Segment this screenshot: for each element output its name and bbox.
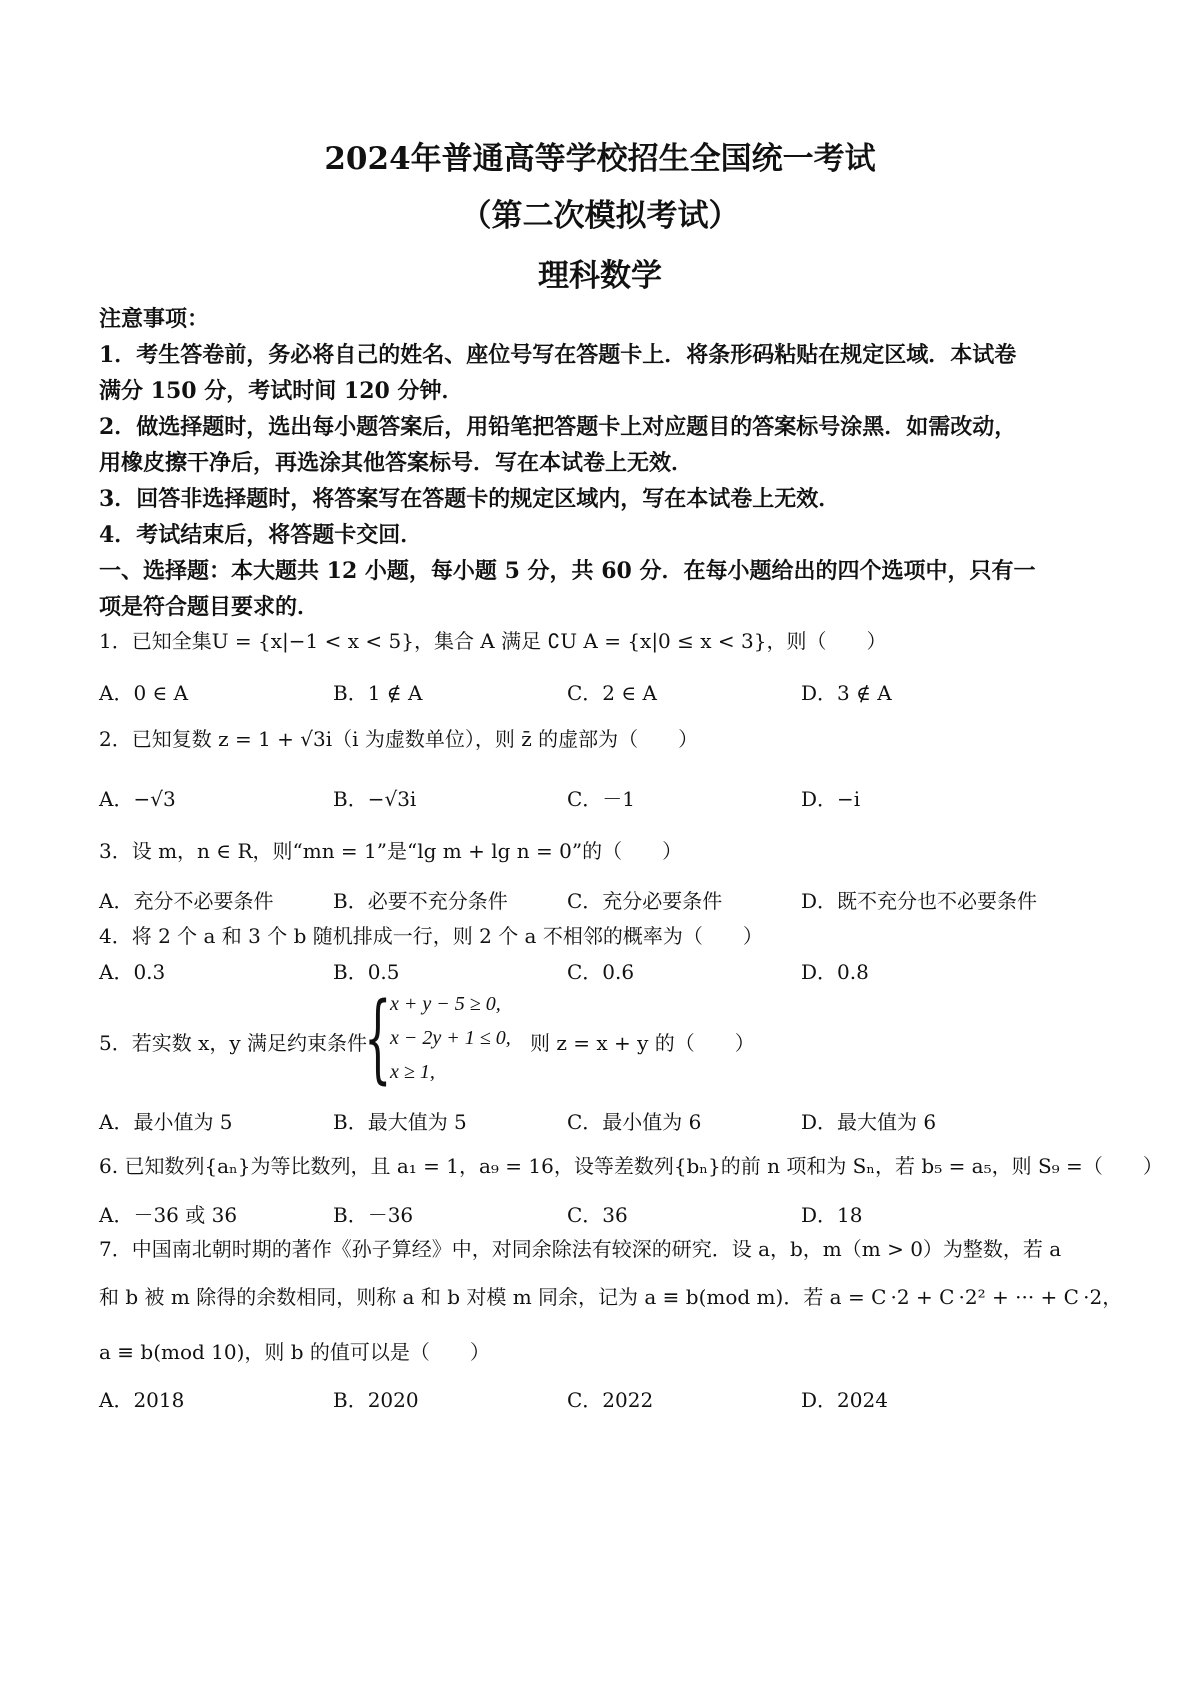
- question-6-option-b: B．－36: [333, 1203, 414, 1227]
- question-7-option-b: B．2020: [333, 1388, 419, 1412]
- question-6-option-d: D．18: [801, 1203, 863, 1227]
- question-7-option-c: C．2022: [567, 1388, 654, 1412]
- question-5-constraint-2: x − 2y + 1 ≤ 0,: [390, 1027, 511, 1049]
- notes-line-2b: 用橡皮擦干净后，再选涂其他答案标号．写在本试卷上无效．: [99, 450, 694, 476]
- question-5-constraint-1: x + y − 5 ≥ 0,: [390, 993, 501, 1015]
- question-5-option-d: D．最大值为 6: [801, 1110, 937, 1134]
- question-7-stem-b4: ·2: [1083, 1285, 1103, 1309]
- question-3-option-b: B．必要不充分条件: [333, 889, 508, 913]
- question-5-stem-post: 则 z = x + y 的（ ）: [530, 1031, 755, 1055]
- question-7-stem-b: [99, 1281, 1122, 1310]
- question-1-stem: 1．已知全集U = {x|−1 < x < 5}，集合 A 满足 ∁U A = {x|0 ≤ x < 3}，则（ ）: [99, 629, 887, 653]
- question-5-constraint-3: x ≥ 1,: [390, 1061, 435, 1083]
- constraint-brace: {: [364, 982, 392, 1094]
- question-7-stem-b3: ·2² + ··· + C: [958, 1285, 1079, 1309]
- section1-line-b: 项是符合题目要求的．: [99, 594, 320, 620]
- question-1-option-d: D．3 ∉ A: [801, 681, 892, 705]
- question-5-option-b: B．最大值为 5: [333, 1110, 467, 1134]
- question-4-option-a: A．0.3: [99, 960, 166, 984]
- question-5-option-c: C．最小值为 6: [567, 1110, 702, 1134]
- question-6-stem: 6. 已知数列{aₙ}为等比数列，且 a₁ = 1，a₉ = 16，设等差数列{bₙ}的前 n 项和为 Sₙ，若 b₅ = a₅，则 S₉ =（ ）: [99, 1154, 1163, 1178]
- question-4-option-d: D．0.8: [801, 960, 869, 984]
- question-7-stem-b5: ，: [1102, 1285, 1123, 1309]
- notes-line-1a: 1．考生答卷前，务必将自己的姓名、座位号写在答题卡上．将条形码粘贴在规定区域．本试卷: [99, 342, 1017, 368]
- question-3-option-d: D．既不充分也不必要条件: [801, 889, 1038, 913]
- exam-subject: 理科数学: [538, 258, 662, 294]
- question-7-option-d: D．2024: [801, 1388, 888, 1412]
- question-4-option-b: B．0.5: [333, 960, 400, 984]
- question-6-option-c: C．36: [567, 1203, 628, 1227]
- question-1-option-c: C．2 ∈ A: [567, 681, 657, 705]
- section1-line-a: 一、选择题：本大题共 12 小题，每小题 5 分，共 60 分．在每小题给出的四个选项中，只有一: [99, 558, 1036, 584]
- question-3-option-a: A．充分不必要条件: [99, 889, 274, 913]
- question-2-option-b: B．−√3i: [333, 787, 417, 811]
- question-2-option-a: A．−√3: [99, 787, 176, 811]
- question-2-option-d: D．−i: [801, 787, 861, 811]
- question-7-stem-b-text: 和 b 被 m 除得的余数相同，则称 a 和 b 对模 m 同余，记为 a ≡ b(mod m)．若 a = C: [99, 1285, 887, 1309]
- notes-line-2a: 2．做选择题时，选出每小题答案后，用铅笔把答题卡上对应题目的答案标号涂黑．如需改动，: [99, 414, 1017, 440]
- question-5-stem-pre: 5．若实数 x，y 满足约束条件: [99, 1031, 368, 1055]
- question-1-option-b: B．1 ∉ A: [333, 681, 423, 705]
- question-3-stem: 3．设 m，n ∈ R，则“mn = 1”是“lg m + lg n = 0”的（ ）: [99, 839, 683, 863]
- question-6-option-a: A．－36 或 36: [99, 1203, 238, 1227]
- question-3-option-c: C．充分必要条件: [567, 889, 723, 913]
- notes-line-1b: 满分 150 分，考试时间 120 分钟．: [99, 378, 464, 404]
- notes-line-3: 3．回答非选择题时，将答案写在答题卡的规定区域内，写在本试卷上无效．: [99, 486, 841, 512]
- question-2-stem: 2．已知复数 z = 1 + √3i（i 为虚数单位），则 z̄ 的虚部为（ ）: [99, 727, 699, 751]
- question-7-stem-b2: ·2 + C: [890, 1285, 955, 1309]
- question-7-stem-a: 7．中国南北朝时期的著作《孙子算经》中，对同余除法有较深的研究．设 a，b，m（m > 0）为整数，若 a: [99, 1237, 1062, 1261]
- question-5-option-a: A．最小值为 5: [99, 1110, 233, 1134]
- question-7-option-a: A．2018: [99, 1388, 185, 1412]
- question-4-option-c: C．0.6: [567, 960, 635, 984]
- question-4-stem: 4．将 2 个 a 和 3 个 b 随机排成一行，则 2 个 a 不相邻的概率为（ ）: [99, 924, 763, 948]
- notes-line-4: 4．考试结束后，将答题卡交回．: [99, 522, 423, 548]
- question-1-option-a: A．0 ∈ A: [99, 681, 189, 705]
- question-2-option-c: C．－1: [567, 787, 636, 811]
- question-7-stem-c: a ≡ b(mod 10)，则 b 的值可以是（ ）: [99, 1340, 490, 1364]
- exam-title: 2024年普通高等学校招生全国统一考试: [324, 141, 876, 177]
- notes-heading: 注意事项：: [99, 306, 210, 332]
- exam-subtitle: （第二次模拟考试）: [460, 198, 740, 234]
